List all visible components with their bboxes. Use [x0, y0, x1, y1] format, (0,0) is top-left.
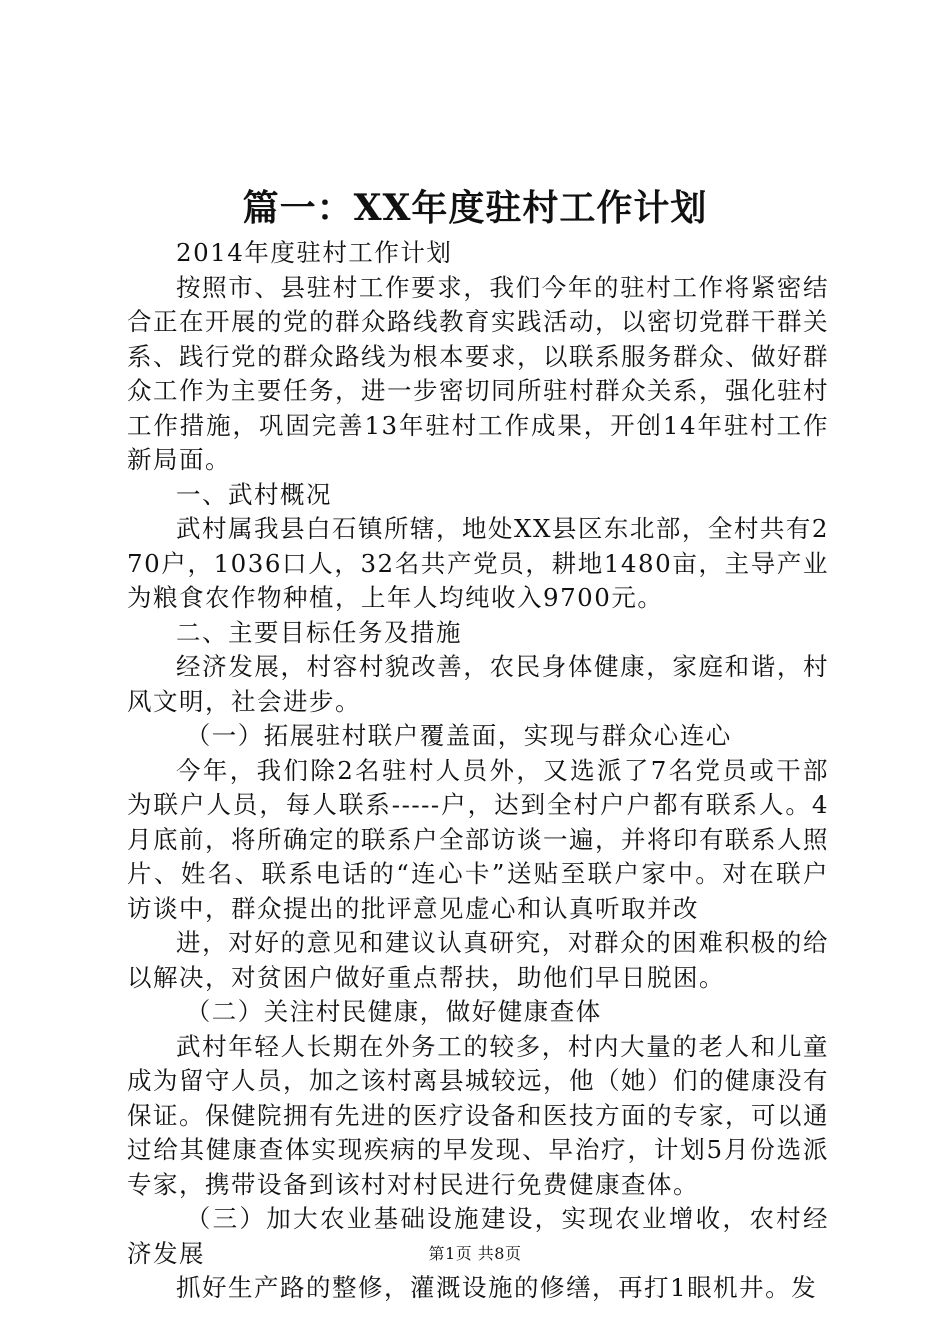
paragraph-subsection-1-cont: 进，对好的意见和建议认真研究，对群众的困难积极的给以解决，对贫困户做好重点帮扶，助他们早日脱困。: [127, 928, 829, 992]
paragraph-goals: 经济发展，村容村貌改善，农民身体健康，家庭和谐，村风文明，社会进步。: [127, 652, 829, 716]
paragraph-subsection-1: 今年，我们除2名驻村人员外，又选派了7名党员或干部为联户人员，每人联系-----户，达到全村户户都有联系人。4月底前，将所确定的联系户全部访谈一遍，并将印有联系人照片、姓名、联系电话的“连心卡”送贴至联户家中。对在联户访谈中，群众提出的批评意见虚心和认真听取并改: [127, 755, 829, 923]
document-body: [127, 236, 829, 1306]
subsection-heading-3: （三）加大农业基础设施建设，实现农业增收，农村经济发展: [127, 1204, 829, 1268]
paragraph-intro: 按照市、县驻村工作要求，我们今年的驻村工作将紧密结合正在开展的党的群众路线教育实践活动，以密切党群干群关系、践行党的群众路线为根本要求，以联系服务群众、做好群众工作为主要任务，进一步密切同所驻村群众关系，强化驻村工作措施，巩固完善13年驻村工作成果，开创14年驻村工作新局面。: [127, 272, 829, 474]
section-heading-village-overview: 一、武村概况: [176, 479, 332, 509]
paragraph-subsection-3: 抓好生产路的整修，灌溉设施的修缮，再打1眼机井。发: [176, 1273, 818, 1302]
subsection-heading-1: （一）拓展驻村联户覆盖面，实现与群众心连心: [185, 721, 732, 750]
page-number: 第1页 共8页: [428, 1244, 522, 1263]
paragraph-subsection-2: 武村年轻人长期在外务工的较多，村内大量的老人和儿童成为留守人员，加之该村离县城较远，他（她）们的健康没有保证。保健院拥有先进的医疗设备和医技方面的专家，可以通过给其健康查体实现疾病的早发现、早治疗，计划5月份选派专家，携带设备到该村对村民进行免费健康查体。: [127, 1031, 829, 1199]
section-heading-goals: 二、主要目标任务及措施: [176, 617, 462, 647]
subsection-heading-2: （二）关注村民健康，做好健康查体: [185, 997, 602, 1026]
paragraph-village-overview: 武村属我县白石镇所辖，地处XX县区东北部，全村共有270户，1036口人，32名共产党员，耕地1480亩，主导产业为粮食农作物种植，上年人均纯收入9700元。: [127, 514, 829, 612]
paragraph-plan-heading: 2014年度驻村工作计划: [176, 238, 453, 267]
document-title: 篇一：XX年度驻村工作计划: [242, 187, 708, 229]
